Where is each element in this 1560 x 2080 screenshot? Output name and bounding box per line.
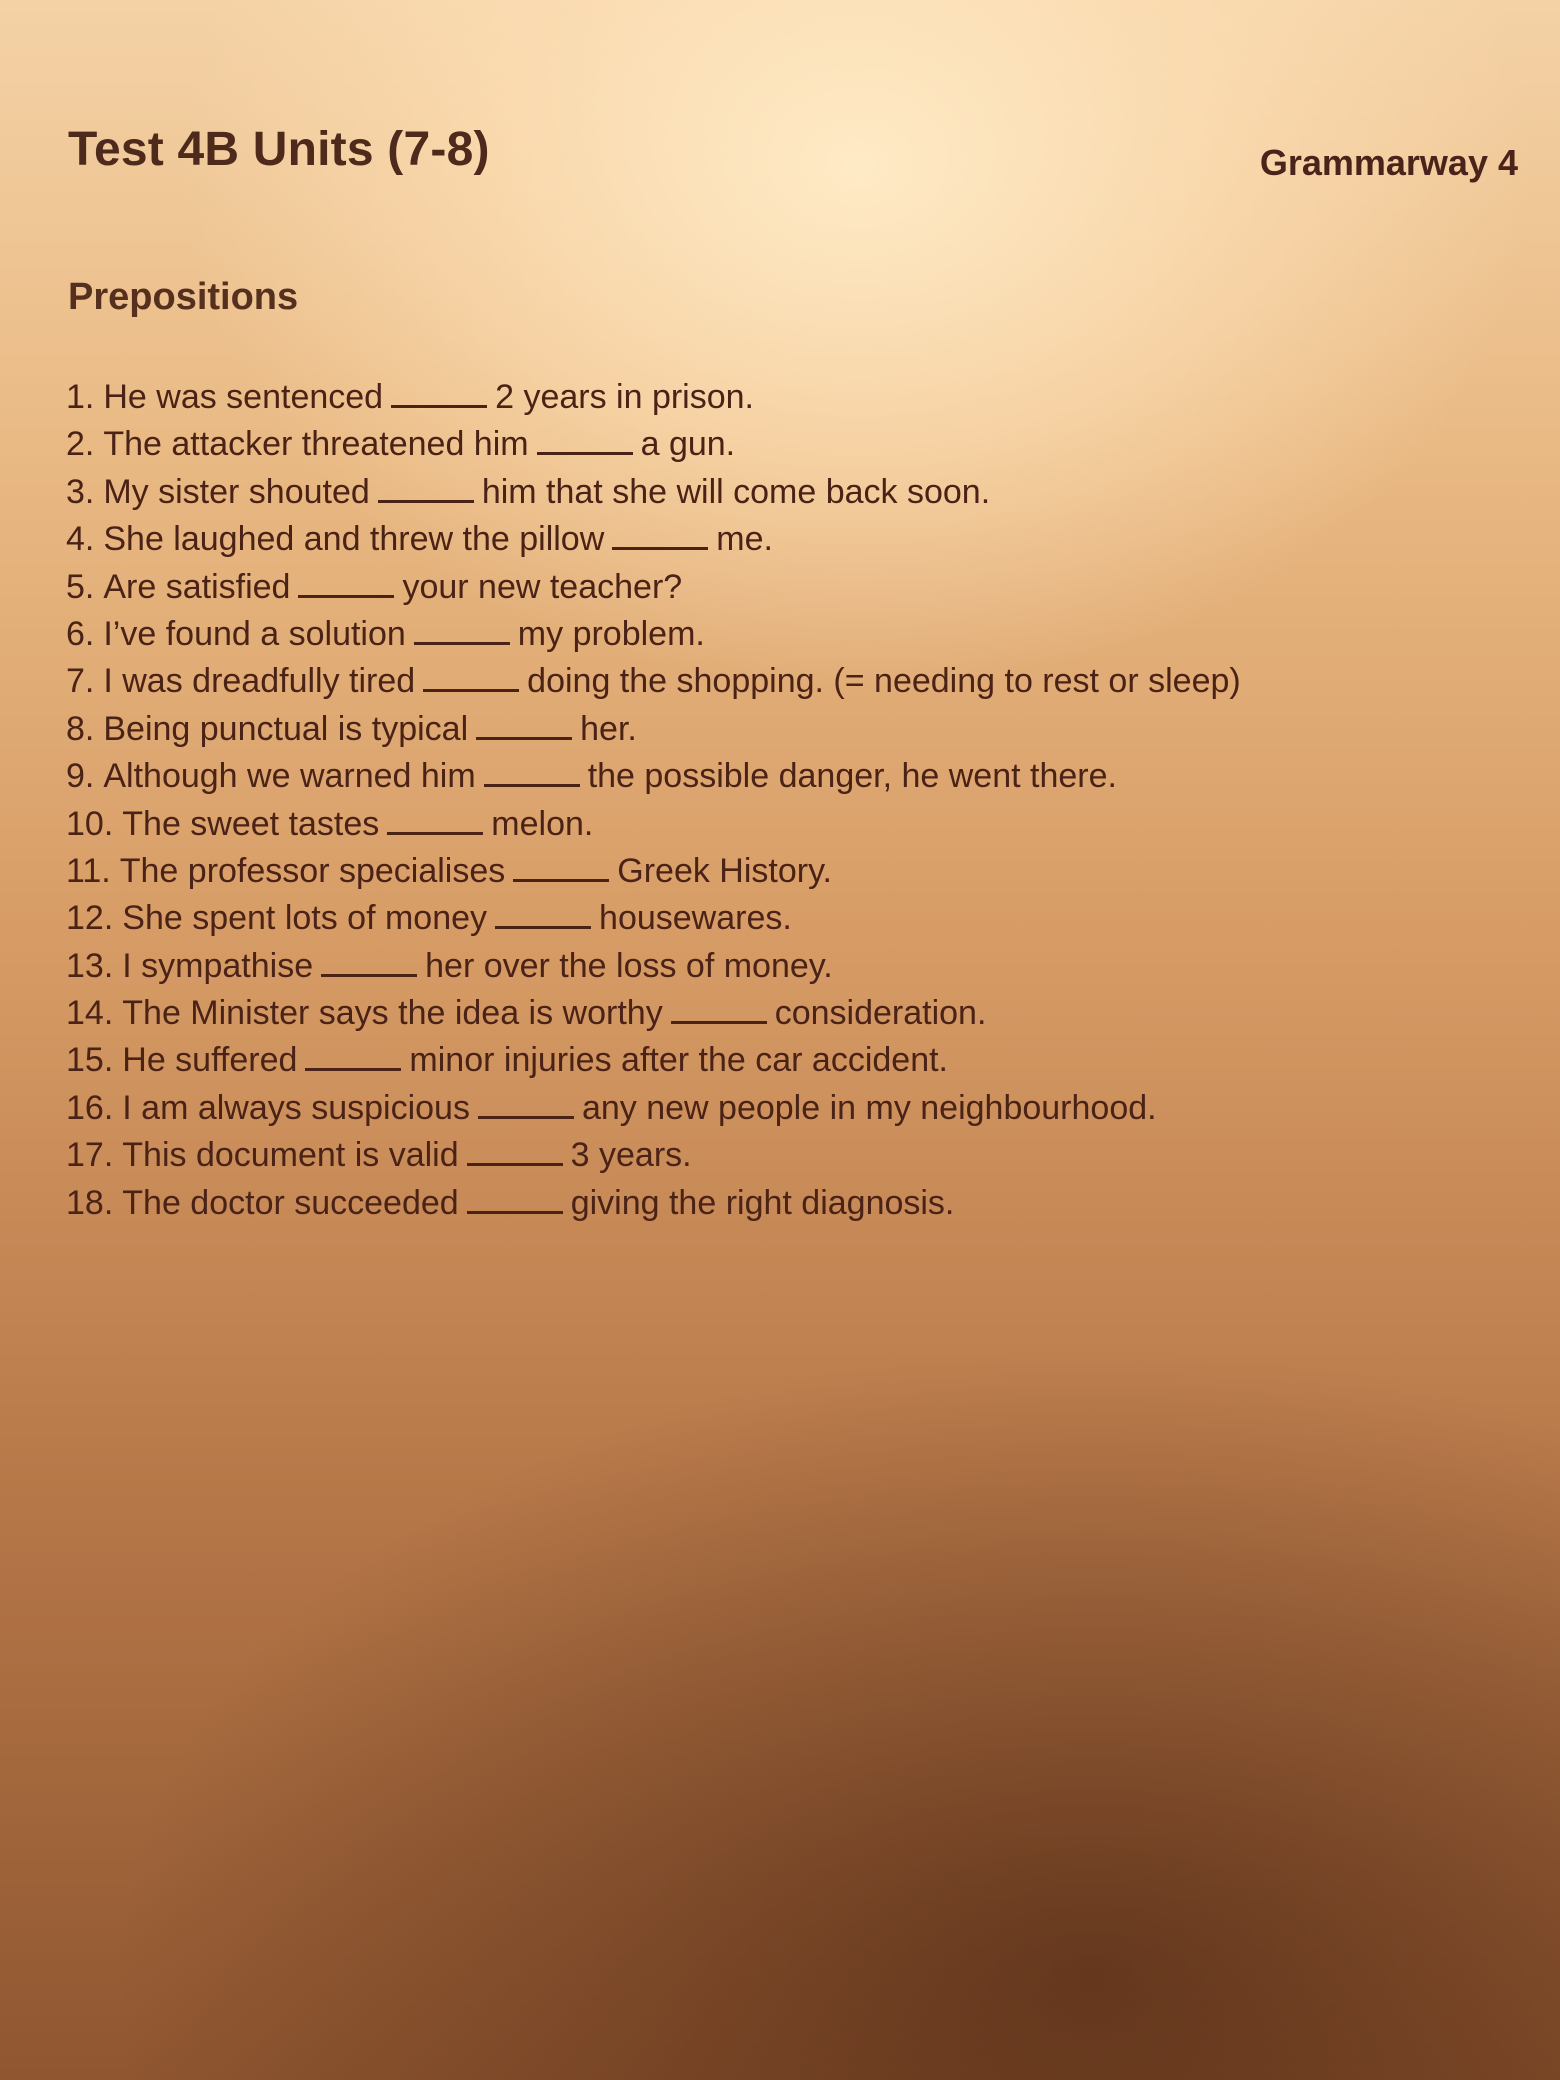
book-title: Grammarway 4 [1259, 142, 1518, 183]
answer-blank [423, 661, 519, 692]
question-item [66, 990, 1241, 1037]
question-text-before: He suffered [122, 1041, 298, 1080]
section-heading: Prepositions [68, 276, 299, 318]
answer-blank [513, 851, 609, 882]
answer-blank [671, 993, 767, 1024]
question-number: 18. [66, 1183, 114, 1222]
question-number: 4. [66, 520, 95, 559]
question-item [66, 1180, 1241, 1227]
question-item [66, 421, 1241, 468]
question-item [66, 658, 1241, 705]
question-number: 17. [66, 1136, 114, 1175]
question-text-before: I’ve found a solution [103, 614, 406, 653]
question-text-after: him that she will come back soon. [481, 472, 991, 511]
question-item [66, 1037, 1241, 1084]
question-item [66, 895, 1241, 942]
question-text-before: My sister shouted [103, 472, 370, 511]
question-text-before: He was sentenced [103, 378, 384, 416]
question-number: 11. [66, 851, 111, 890]
question-text-after: a gun. [640, 425, 736, 464]
question-text-after: housewares. [599, 899, 792, 938]
question-text-before: The professor specialises [119, 851, 506, 890]
question-item [66, 706, 1241, 753]
question-text-after: me. [716, 520, 773, 559]
question-text-after: her over the loss of money. [425, 946, 833, 985]
question-item [66, 469, 1241, 516]
answer-blank [321, 946, 417, 977]
answer-blank [387, 804, 483, 835]
question-text-before: Although we warned him [103, 757, 476, 796]
question-text-before: Being punctual is typical [103, 709, 469, 748]
question-number: 1. [66, 378, 95, 416]
question-text-before: Are satisfied [103, 567, 291, 606]
answer-blank [391, 377, 487, 408]
question-item [66, 1085, 1241, 1132]
answer-blank [478, 1088, 574, 1119]
question-number: 8. [66, 709, 95, 748]
question-text-before: I sympathise [122, 946, 314, 985]
question-list [66, 374, 1241, 1227]
question-text-after: any new people in my neighbourhood. [581, 1088, 1157, 1127]
question-text-after: her. [580, 709, 637, 748]
question-number: 12. [66, 899, 114, 938]
question-number: 13. [66, 946, 114, 985]
answer-blank [612, 519, 708, 550]
question-number: 9. [66, 757, 95, 796]
question-text-after: consideration. [774, 994, 987, 1033]
question-number: 7. [66, 662, 95, 701]
question-item [66, 611, 1241, 658]
question-text-before: The Minister says the idea is worthy [122, 994, 663, 1033]
question-text-after: the possible danger, he went there. [587, 757, 1117, 796]
answer-blank [484, 756, 580, 787]
page-title: Test 4B Units (7-8) [68, 123, 490, 176]
question-text-after: your new teacher? [402, 567, 683, 606]
answer-blank [467, 1135, 563, 1166]
question-number: 14. [66, 994, 114, 1033]
question-number: 16. [66, 1088, 114, 1127]
question-text-after: minor injuries after the car accident. [409, 1041, 948, 1080]
question-number: 15. [66, 1041, 114, 1080]
question-item [66, 1132, 1241, 1179]
answer-blank [305, 1040, 401, 1071]
question-number: 6. [66, 614, 95, 653]
question-text-before: This document is valid [122, 1136, 459, 1175]
question-text-before: The doctor succeeded [122, 1183, 459, 1222]
question-text-after: doing the shopping. (= needing to rest or sleep) [527, 662, 1241, 701]
question-number: 5. [66, 567, 95, 606]
question-item [66, 801, 1241, 848]
question-text-before: The sweet tastes [122, 804, 380, 843]
question-item [66, 848, 1241, 895]
question-number: 3. [66, 472, 95, 511]
question-text-before: The attacker threatened him [103, 425, 529, 464]
question-item [66, 516, 1241, 563]
question-text-after: giving the right diagnosis. [570, 1183, 955, 1222]
question-text-after: my problem. [517, 614, 705, 653]
question-text-after: Greek History. [617, 851, 833, 890]
question-number: 2. [66, 425, 95, 464]
question-text-before: I am always suspicious [122, 1088, 470, 1127]
question-item [66, 564, 1241, 611]
answer-blank [298, 567, 394, 598]
answer-blank [537, 424, 633, 455]
answer-blank [476, 709, 572, 740]
question-item [66, 374, 1241, 421]
answer-blank [414, 614, 510, 645]
question-text-after: 2 years in prison. [495, 378, 754, 416]
question-text-before: She spent lots of money [122, 899, 488, 938]
question-item [66, 753, 1241, 800]
question-number: 10. [66, 804, 114, 843]
question-text-before: I was dreadfully tired [103, 662, 416, 701]
question-text-after: 3 years. [570, 1136, 692, 1175]
answer-blank [378, 472, 474, 503]
question-text-after: melon. [491, 804, 594, 843]
question-text-before: She laughed and threw the pillow [103, 520, 605, 559]
answer-blank [467, 1183, 563, 1214]
answer-blank [495, 898, 591, 929]
question-item [66, 943, 1241, 990]
